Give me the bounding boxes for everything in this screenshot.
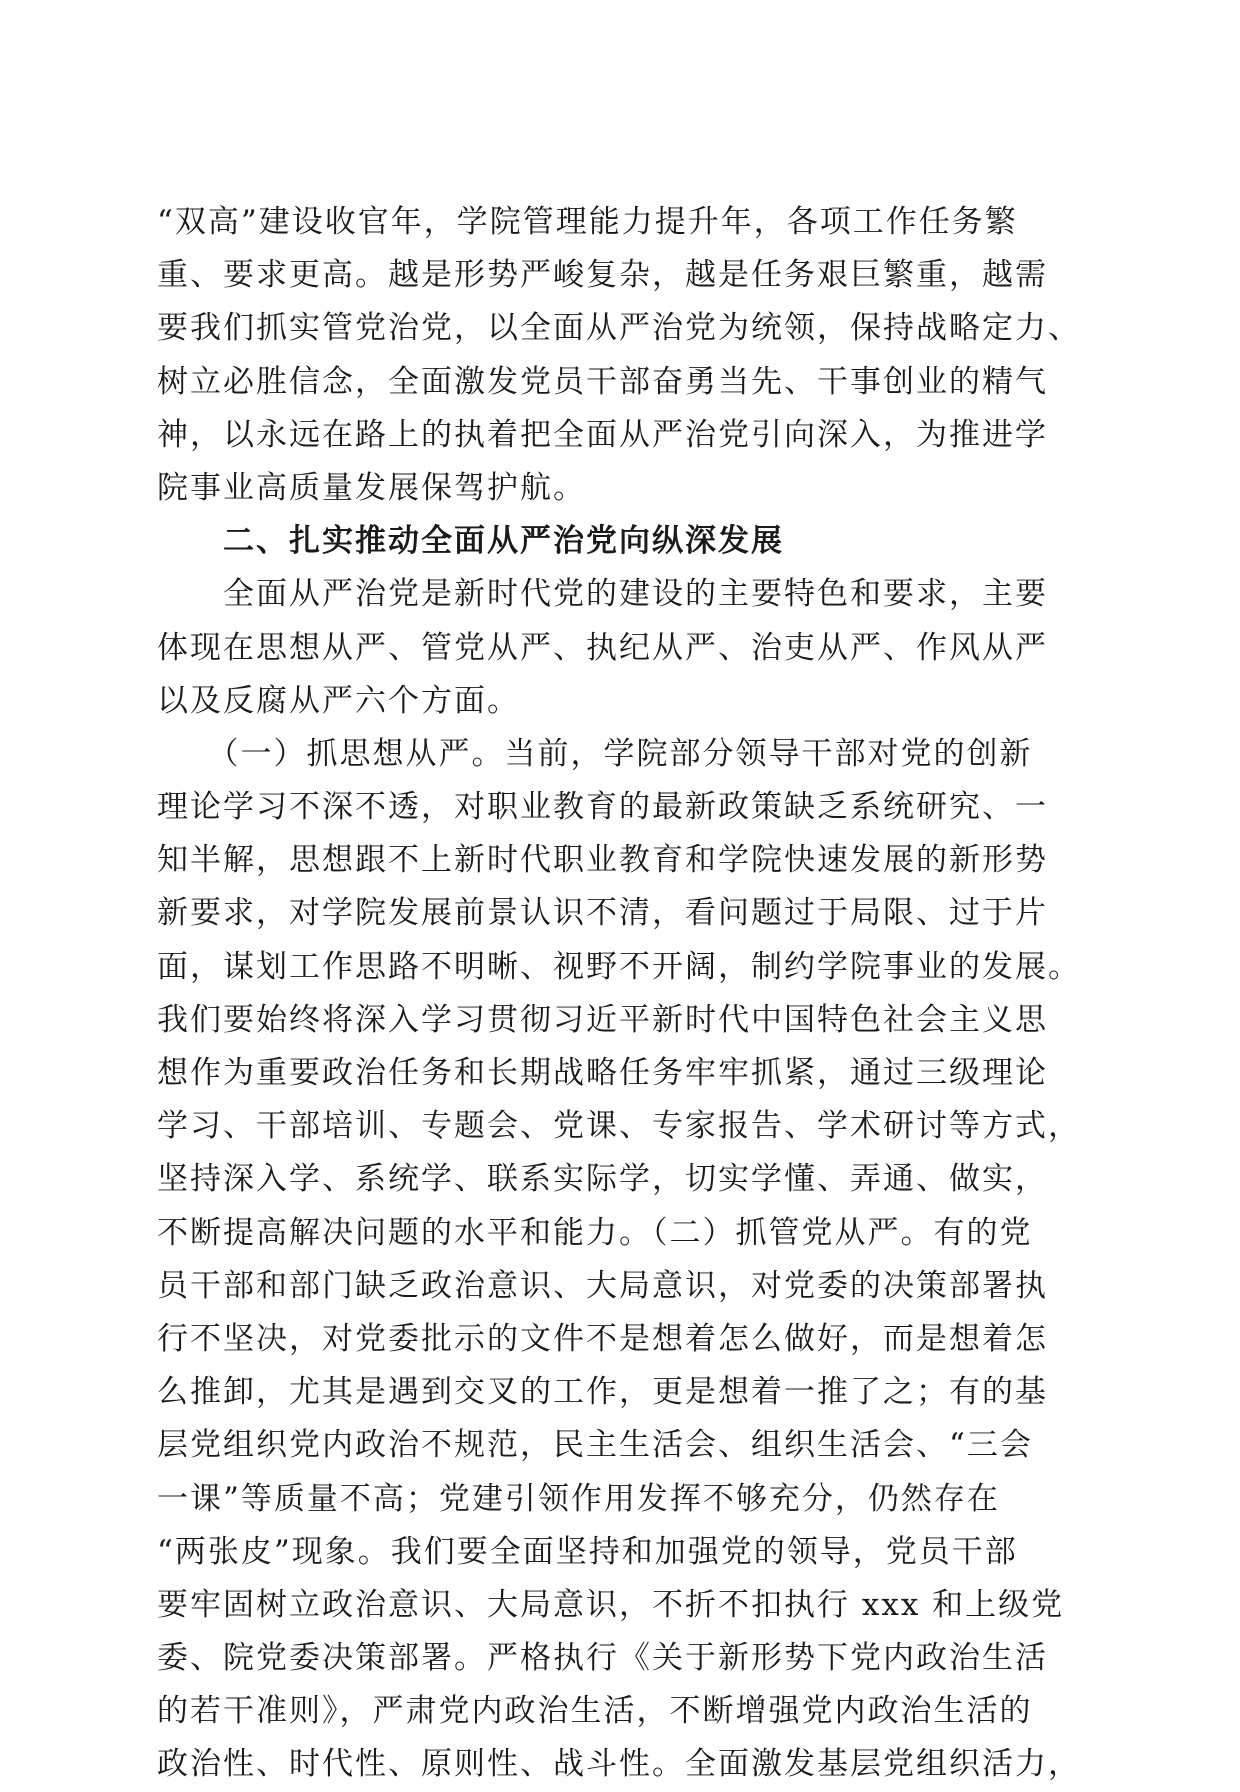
body-line: 一课”等质量不高；党建引领作用发挥不够充分，仍然存在 [157, 1480, 1000, 1517]
body-line: 行不坚决，对党委批示的文件不是想着怎么做好，而是想着怎 [157, 1320, 1048, 1357]
body-line: 要我们抓实管党治党，以全面从严治党为统领，保持战略定力、 [157, 310, 1081, 347]
body-line: 以及反腐从严六个方面。 [157, 682, 520, 719]
body-line: 委、院党委决策部署。严格执行《关于新形势下党内政治生活 [157, 1640, 1048, 1677]
body-line: 我们要始终将深入学习贯彻习近平新时代中国特色社会主义思 [157, 1001, 1048, 1038]
body-line: 新要求，对学院发展前景认识不清，看问题过于局限、过于片 [157, 895, 1048, 932]
body-line: 重、要求更高。越是形势严峻复杂，越是任务艰巨繁重，越需 [157, 257, 1048, 294]
body-line: “两张皮”现象。我们要全面坚持和加强党的领导，党员干部 [157, 1533, 1018, 1570]
body-line: 树立必胜信念，全面激发党员干部奋勇当先、干事创业的精气 [157, 363, 1048, 400]
body-line: 全面从严治党是新时代党的建设的主要特色和要求，主要 [157, 576, 1048, 613]
body-line: 面，谋划工作思路不明晰、视野不开阔，制约学院事业的发展。 [157, 948, 1081, 985]
body-line: 不断提高解决问题的水平和能力。（二）抓管党从严。有的党 [157, 1214, 1033, 1251]
document-body [157, 196, 1087, 1792]
body-line: 想作为重要政治任务和长期战略任务牢牢抓紧，通过三级理论 [157, 1055, 1048, 1091]
body-line: 学习、干部培训、专题会、党课、专家报告、学术研讨等方式， [157, 1108, 1081, 1145]
body-line: 要牢固树立政治意识、大局意识，不折不扣执行 xxx 和上级党 [157, 1586, 1065, 1623]
body-line: （一）抓思想从严。当前，学院部分领导干部对党的创新 [157, 735, 1033, 772]
body-line: 么推卸，尤其是遇到交叉的工作，更是想着一推了之；有的基 [157, 1374, 1048, 1411]
body-line: 理论学习不深不透，对职业教育的最新政策缺乏系统研究、一 [157, 789, 1048, 826]
body-line: 院事业高质量发展保驾护航。 [157, 469, 586, 506]
body-line: “双高”建设收官年，学院管理能力提升年，各项工作任务繁 [157, 204, 1018, 240]
body-line: 坚持深入学、系统学、联系实际学，切实学懂、弄通、做实， [157, 1161, 1048, 1198]
body-line: 层党组织党内政治不规范，民主生活会、组织生活会、“三会 [157, 1427, 1033, 1464]
body-line: 的若干准则》，严肃党内政治生活，不断增强党内政治生活的 [157, 1693, 1033, 1730]
body-line: 体现在思想从严、管党从严、执纪从严、治吏从严、作风从严 [157, 629, 1048, 666]
body-line: 政治性、时代性、原则性、战斗性。全面激发基层党组织活力， [157, 1746, 1081, 1783]
body-line: 知半解，思想跟不上新时代职业教育和学院快速发展的新形势 [157, 842, 1048, 879]
section-heading: 二、扎实推动全面从严治党向纵深发展 [157, 523, 784, 560]
body-line: 神，以永远在路上的执着把全面从严治党引向深入，为推进学 [157, 416, 1048, 453]
body-line: 员干部和部门缺乏政治意识、大局意识，对党委的决策部署执 [157, 1267, 1048, 1304]
